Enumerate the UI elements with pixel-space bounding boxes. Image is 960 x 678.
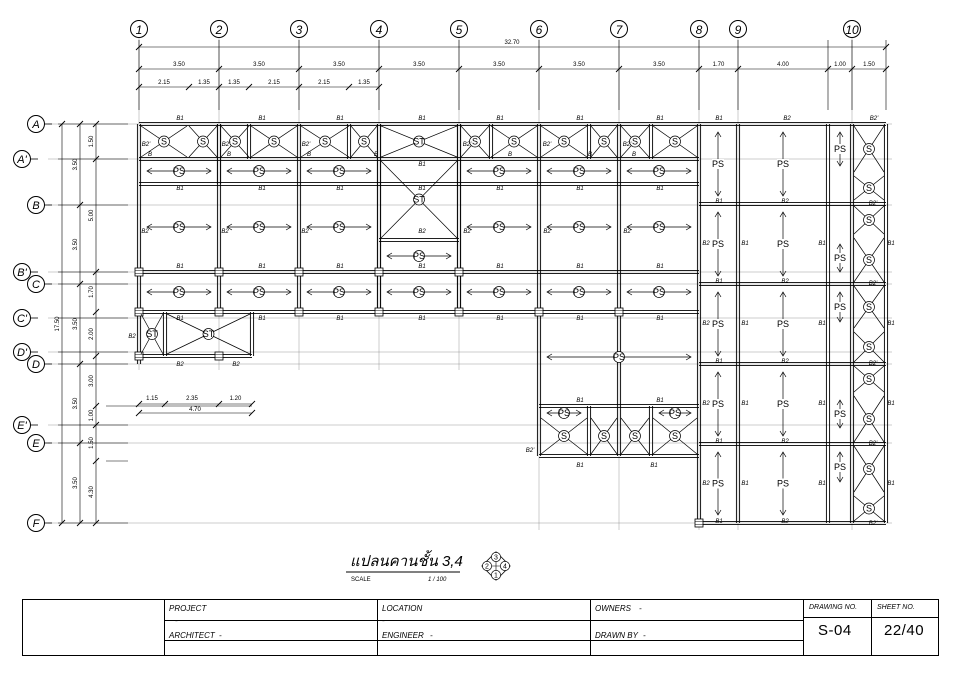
slab-ps-panel-2-label: PS [332,222,346,232]
beam-label-small-3: B [373,152,379,158]
beam-label-rv4-0: B1 [887,241,895,247]
dim-top-span-7: 1.70 [712,62,725,68]
engineer-value: - [430,631,433,640]
sheet-no-label: SHEET NO. [877,604,915,611]
beam-label-v-3: B2 [463,229,471,235]
stair-lower-label: ST [202,329,215,339]
beam-label-rv4-1: B1 [887,321,895,327]
grid-bubble-col-label-5: 5 [455,23,463,37]
slab-ps-small-1-label: PS [557,408,571,418]
slab-ps-strip1-0-label: PS [172,166,186,176]
beam-label-right-top-2: B2' [869,116,879,122]
dim-left-inner-7: 4.30 [89,486,95,498]
beam-label-top-v-0: B2' [141,142,151,148]
slab-psv-a-4-label: PS [711,478,725,489]
beam-label-bp-3: B1 [418,264,426,270]
beam-label-a-4: B1 [496,116,504,122]
dim-left-inner-6: 1.50 [89,437,95,449]
slab-s-right-1-label: S [865,183,873,193]
beam-label-v-4: B2 [543,229,551,235]
slab-s-top-3-label: S [270,136,278,147]
stair-lower-small-label: ST [146,329,158,339]
slab-s-right-9-label: S [865,503,873,514]
dim-left-inner-4: 3.00 [89,375,95,387]
slab-s-right-4-label: S [865,302,873,312]
dim-top-span-1: 3.50 [253,62,265,68]
beam-label-a-1: B1 [258,116,266,122]
dim-bottom-total: 4.70 [189,407,201,413]
column-4 [455,268,463,276]
beam-label-b-6: B1 [656,186,664,192]
beam-label-lower-1: B2 [128,334,136,340]
beam-label-bp-6: B1 [656,264,664,270]
slab-s-right-8-label: S [865,464,873,474]
beam-label-cp-0: B1 [176,316,184,322]
project-label: PROJECT [169,604,207,613]
beam-label-r2-4: B2 [781,519,789,525]
beam-label-cp-5: B1 [576,316,584,322]
column-2 [295,268,303,276]
slab-psv-c-0-label: PS [833,144,847,154]
orientation-mark [482,552,510,580]
slab-psv-b-1-label: PS [776,239,790,249]
beam-label-r3-3: B2' [868,441,878,447]
orientation-mark-bottom: 1 [494,572,498,580]
beam-label-b-4: B1 [496,186,504,192]
beam-label-r3-1: B2' [868,281,878,287]
slab-s-top-5-label: S [360,136,368,147]
slab-s-top-7-label: S [510,136,518,147]
scale-value: 1 / 100 [428,577,447,583]
grid-bubble-col-label-10: 10 [845,23,859,37]
beam-label-b-2: B1 [336,186,344,192]
dim-top-span-4: 3.50 [493,62,505,68]
grid-bubble-col-label-8: 8 [695,23,703,37]
plan-title: แปลนคานชั้น 3,4 [350,553,463,570]
column-6 [215,308,223,316]
dim-bottom-sub-2: 1.20 [229,396,242,402]
grid-bubble-row-label-7: D [32,359,40,371]
column-12 [695,519,703,527]
beam-label-r2-2: B2 [781,359,789,365]
beam-label-v-2: B2 [301,229,309,235]
beam-label-e-5: B2' [525,448,535,454]
slab-psv-b-2-label: PS [776,319,790,329]
beam-label-a-3: B1 [418,116,426,122]
title-block [22,599,939,656]
slab-psv-b-0-label: PS [776,159,790,169]
grid-bubble-row-label-1: A' [17,154,27,166]
orientation-mark-left: 2 [485,563,489,571]
beam-label-b-1: B1 [258,186,266,192]
beam-label-right-top-1: B2 [783,116,791,122]
dim-top-sub-0: 2.15 [158,80,170,86]
column-11 [215,352,223,360]
slab-ps-strip2-5-label: PS [572,287,586,297]
grid-bubble-row-label-6: D' [16,347,28,359]
grid-bubble-col-label-1: 1 [135,23,143,37]
orientation-mark-top: 3 [494,554,498,562]
beam-label-r3-4: B2' [868,521,878,527]
beam-label-cp-4: B1 [496,316,504,322]
slab-psv-b-4-label: PS [776,478,790,489]
slab-ps-panel-0-label: PS [172,222,186,232]
column-1 [215,268,223,276]
beam-label-rv1-0: B2 [702,241,710,247]
slab-psv-c-3-label: PS [833,409,847,419]
beam-label-r3-2: B2' [868,361,878,367]
beam-label-cp-3: B1 [418,316,426,322]
beam-label-a-2: B1 [336,116,344,122]
beam-label-e-2: B1 [656,398,664,404]
dim-bottom-sub-1: 2.35 [186,396,198,402]
grid-bubble-row-label-8: E' [17,420,27,432]
beam-label-e-1: B1 [576,398,584,404]
beam-label-rv1-2: B2 [702,401,710,407]
beam-label-r2-0: B2 [781,199,789,205]
dim-left-inner-0: 1.50 [89,135,95,148]
beam-label-small-4: B [507,152,513,158]
beam-label-b-0: B1 [176,186,184,192]
slab-s-top-0-label: S [160,136,168,147]
slab-s-top-10-label: S [631,136,639,147]
owners-value: - [639,604,642,613]
beam-label-top-v-1: B2' [221,142,231,148]
column-9 [455,308,463,316]
beam-label-cp-1: B1 [258,316,266,322]
dim-top-span-10: 1.50 [863,62,875,68]
location-label: LOCATION [382,604,423,613]
slab-s-right-2-label: S [865,215,873,225]
beam-label-e-3: B1 [576,463,584,469]
beam-label-cp-6: B1 [656,316,664,322]
slab-ps-strip1-2-label: PS [332,166,346,176]
beam-label-b-3: B1 [418,186,426,192]
beam-label-right-top-0: B1 [715,116,723,122]
grid-bubble-col-label-6: 6 [535,23,543,37]
beam-label-v-5: B2 [623,229,631,235]
slab-ps-panel-5-label: PS [652,222,666,232]
beam-label-bp-2: B1 [336,264,344,270]
column-14 [615,308,623,316]
project-cell [164,600,377,655]
dim-left-inner-1: 5.00 [89,209,95,222]
dim-bottom-sub-0: 1.15 [146,396,158,402]
dim-left-inner-5: 1.00 [89,409,95,422]
beam-label-rv1-3: B2 [702,481,710,487]
slab-ps-strip1-3-label: PS [492,166,506,176]
dim-left-outer-4: 3.50 [73,477,79,489]
slab-s-top-9-label: S [600,136,608,147]
beam-label-top-v-5: B2' [622,142,632,148]
grid-bubble-col-label-7: 7 [615,23,623,37]
slab-s-right-3-label: S [865,255,873,265]
grid-bubble-row-label-10: F [32,518,40,530]
slab-ps-strip2-3-label: PS [412,287,426,297]
slab-ps-small-2-label: PS [668,408,682,418]
dim-top-span-8: 4.00 [777,62,789,68]
sheet-no-value: 22/40 [884,622,925,639]
beam-label-rv2-2: B1 [741,401,749,407]
dim-top-sub-5: 1.35 [358,80,370,86]
grid-bubble-col-label-2: 2 [215,23,223,37]
dim-top-span-5: 3.50 [573,62,585,68]
slab-s-right-7-label: S [865,414,873,424]
beam-label-rv2-1: B1 [741,321,749,327]
beam-label-r3-0: B2' [868,201,878,207]
grid-bubble-row-label-2: B [32,200,40,212]
slab-ps-strip1-4-label: PS [572,166,586,176]
slab-psv-c-1-label: PS [833,253,847,263]
beam-label-rv3-3: B1 [818,481,826,487]
beam-label-small-6: B [631,152,637,158]
beam-label-lower-2: B2 [176,362,184,368]
beam-label-r1-3: B1 [715,439,723,445]
beam-label-lower-3: B2 [232,362,240,368]
sheet-no-cell [871,600,938,655]
beam-label-top-v-4: B2' [542,142,552,148]
grid-bubble-col-label-3: 3 [295,23,303,37]
column-13 [535,308,543,316]
dim-left-outer-3: 3.50 [73,397,79,410]
beam-label-bp-1: B1 [258,264,266,270]
dim-top-total: 32.70 [504,40,520,46]
dim-top-sub-1: 1.35 [198,80,210,86]
grid-bubble-col-label-4: 4 [375,23,383,37]
dim-top-sub-3: 2.15 [268,80,280,86]
beam-label-a-5: B1 [576,116,584,122]
architect-label: ARCHITECT [169,631,215,640]
stair-top-label: ST [413,136,425,147]
dim-left-outer-0: 3.50 [73,158,79,171]
slab-psv-b-3-label: PS [776,399,790,409]
dim-top-span-2: 3.50 [333,62,345,68]
dim-top-sub-4: 2.15 [318,80,330,86]
dim-left-outer-2: 3.50 [73,318,79,330]
slab-s-top-8-label: S [560,136,568,147]
beam-label-rv3-0: B1 [818,241,826,247]
dim-left-outer-1: 3.50 [73,238,79,251]
slab-ps-strip2-6-label: PS [652,287,666,297]
beam-label-bp-5: B1 [576,264,584,270]
beam-label-small-5: B [587,152,593,158]
slab-ps-strip2-1-label: PS [252,287,266,297]
beam-label-r2-3: B2 [781,439,789,445]
beam-label-rv4-3: B1 [887,481,895,487]
beam-label-top-v-2: B2' [301,142,311,148]
beam-label-st-1: B1 [418,162,426,168]
grid-bubble-row-label-5: C' [16,313,28,325]
beam-label-b-5: B1 [576,186,584,192]
beam-label-r1-1: B1 [715,279,723,285]
slab-s-top-6-label: S [471,136,479,147]
slab-psv-a-0-label: PS [711,159,725,169]
beam-label-top-v-3: B2' [462,142,472,148]
slab-s-lower-3-label: S [671,431,679,441]
slab-psv-a-1-label: PS [711,239,725,249]
beam-label-e-4: B1 [650,463,658,469]
column-8 [375,308,383,316]
slab-ps-strip2-2-label: PS [332,287,346,297]
slab-ps-strip1-5-label: PS [652,166,666,176]
slab-psv-c-4-label: PS [833,462,847,472]
beam-label-rv2-3: B1 [741,481,749,487]
slab-s-top-2-label: S [231,136,239,147]
slab-ps-strip2-0-label: PS [172,287,186,297]
project-value: - [175,616,178,625]
slab-s-top-11-label: S [671,136,679,147]
dim-left-inner-2: 1.70 [89,286,95,298]
slab-ps-strip2-4-label: PS [492,287,506,297]
dim-left-total: 17.50 [55,316,61,332]
slab-s-right-5-label: S [865,342,873,352]
grid-bubble-row-label-4: C [32,279,40,291]
drawn-by-label: DRAWN BY [595,631,638,640]
stair-main-label: ST [413,194,425,205]
owners-label: OWNERS [595,604,631,613]
column-3 [375,268,383,276]
owners-cell [590,600,803,655]
beam-label-a-0: B1 [176,116,184,122]
drawing-no-value: S-04 [818,622,852,639]
beam-label-cp-2: B1 [336,316,344,322]
beam-label-small-0: B [147,152,153,158]
slab-ps-panel-4-label: PS [572,222,586,232]
slab-s-lower-1-label: S [600,431,608,441]
beam-label-r2-1: B2 [781,279,789,285]
column-7 [295,308,303,316]
dim-top-span-3: 3.50 [413,62,425,68]
dim-left-inner-3: 2.00 [89,328,95,340]
beam-label-r1-4: B1 [715,519,723,525]
orientation-mark-right: 4 [503,563,507,571]
slab-ps-panel-3-label: PS [492,222,506,232]
beam-label-r1-0: B1 [715,199,723,205]
beam-label-rv1-1: B2 [702,321,710,327]
beam-label-small-2: B [306,152,312,158]
beam-label-v-0: B2 [141,229,149,235]
slab-s-lower-2-label: S [631,431,639,441]
slab-psv-c-2-label: PS [833,302,847,312]
column-0 [135,268,143,276]
slab-ps-panel-1-label: PS [252,222,266,232]
beam-label-a-6: B1 [656,116,664,122]
scale-label: SCALE [351,577,371,583]
beam-label-st-2: B2 [418,229,426,235]
dim-top-span-9: 1.00 [834,62,846,68]
slab-s-right-6-label: S [865,374,873,384]
location-value: - [382,616,385,625]
engineer-label: ENGINEER [382,631,424,640]
slab-ps-landing-label: PS [412,251,426,261]
dim-top-span-0: 3.50 [173,62,185,68]
dim-top-span-6: 3.50 [653,62,665,68]
dim-top-sub-2: 1.35 [228,80,240,86]
beam-label-rv2-0: B1 [741,241,749,247]
beam-label-rv3-2: B1 [818,401,826,407]
slab-s-top-4-label: S [321,136,329,147]
location-cell [377,600,590,655]
grid-bubble-row-label-9: E [32,438,40,450]
title-block-logo-area [23,600,164,655]
slab-s-right-0-label: S [865,144,873,154]
drawn-by-value: - [643,631,646,640]
beam-label-bp-4: B1 [496,264,504,270]
beam-label-r1-2: B1 [715,359,723,365]
beam-label-bp-0: B1 [176,264,184,270]
slab-ps-lower-label: PS [612,352,626,362]
architect-value: - [219,631,222,640]
slab-s-top-1-label: S [199,136,207,147]
beam-label-rv4-2: B1 [887,401,895,407]
drawing-no-label: DRAWING NO. [809,604,858,611]
slab-psv-a-3-label: PS [711,399,725,409]
slab-psv-a-2-label: PS [711,319,725,329]
drawing-no-cell [803,600,871,655]
beam-label-rv3-1: B1 [818,321,826,327]
grid-bubble-row-label-0: A [32,119,40,131]
slab-s-lower-0-label: S [560,431,568,441]
grid-bubble-row-label-3: B' [17,267,27,279]
beam-label-small-1: B [226,152,232,158]
grid-bubble-col-label-9: 9 [734,23,742,37]
beam-label-v-1: B2 [221,229,229,235]
slab-ps-strip1-1-label: PS [252,166,266,176]
